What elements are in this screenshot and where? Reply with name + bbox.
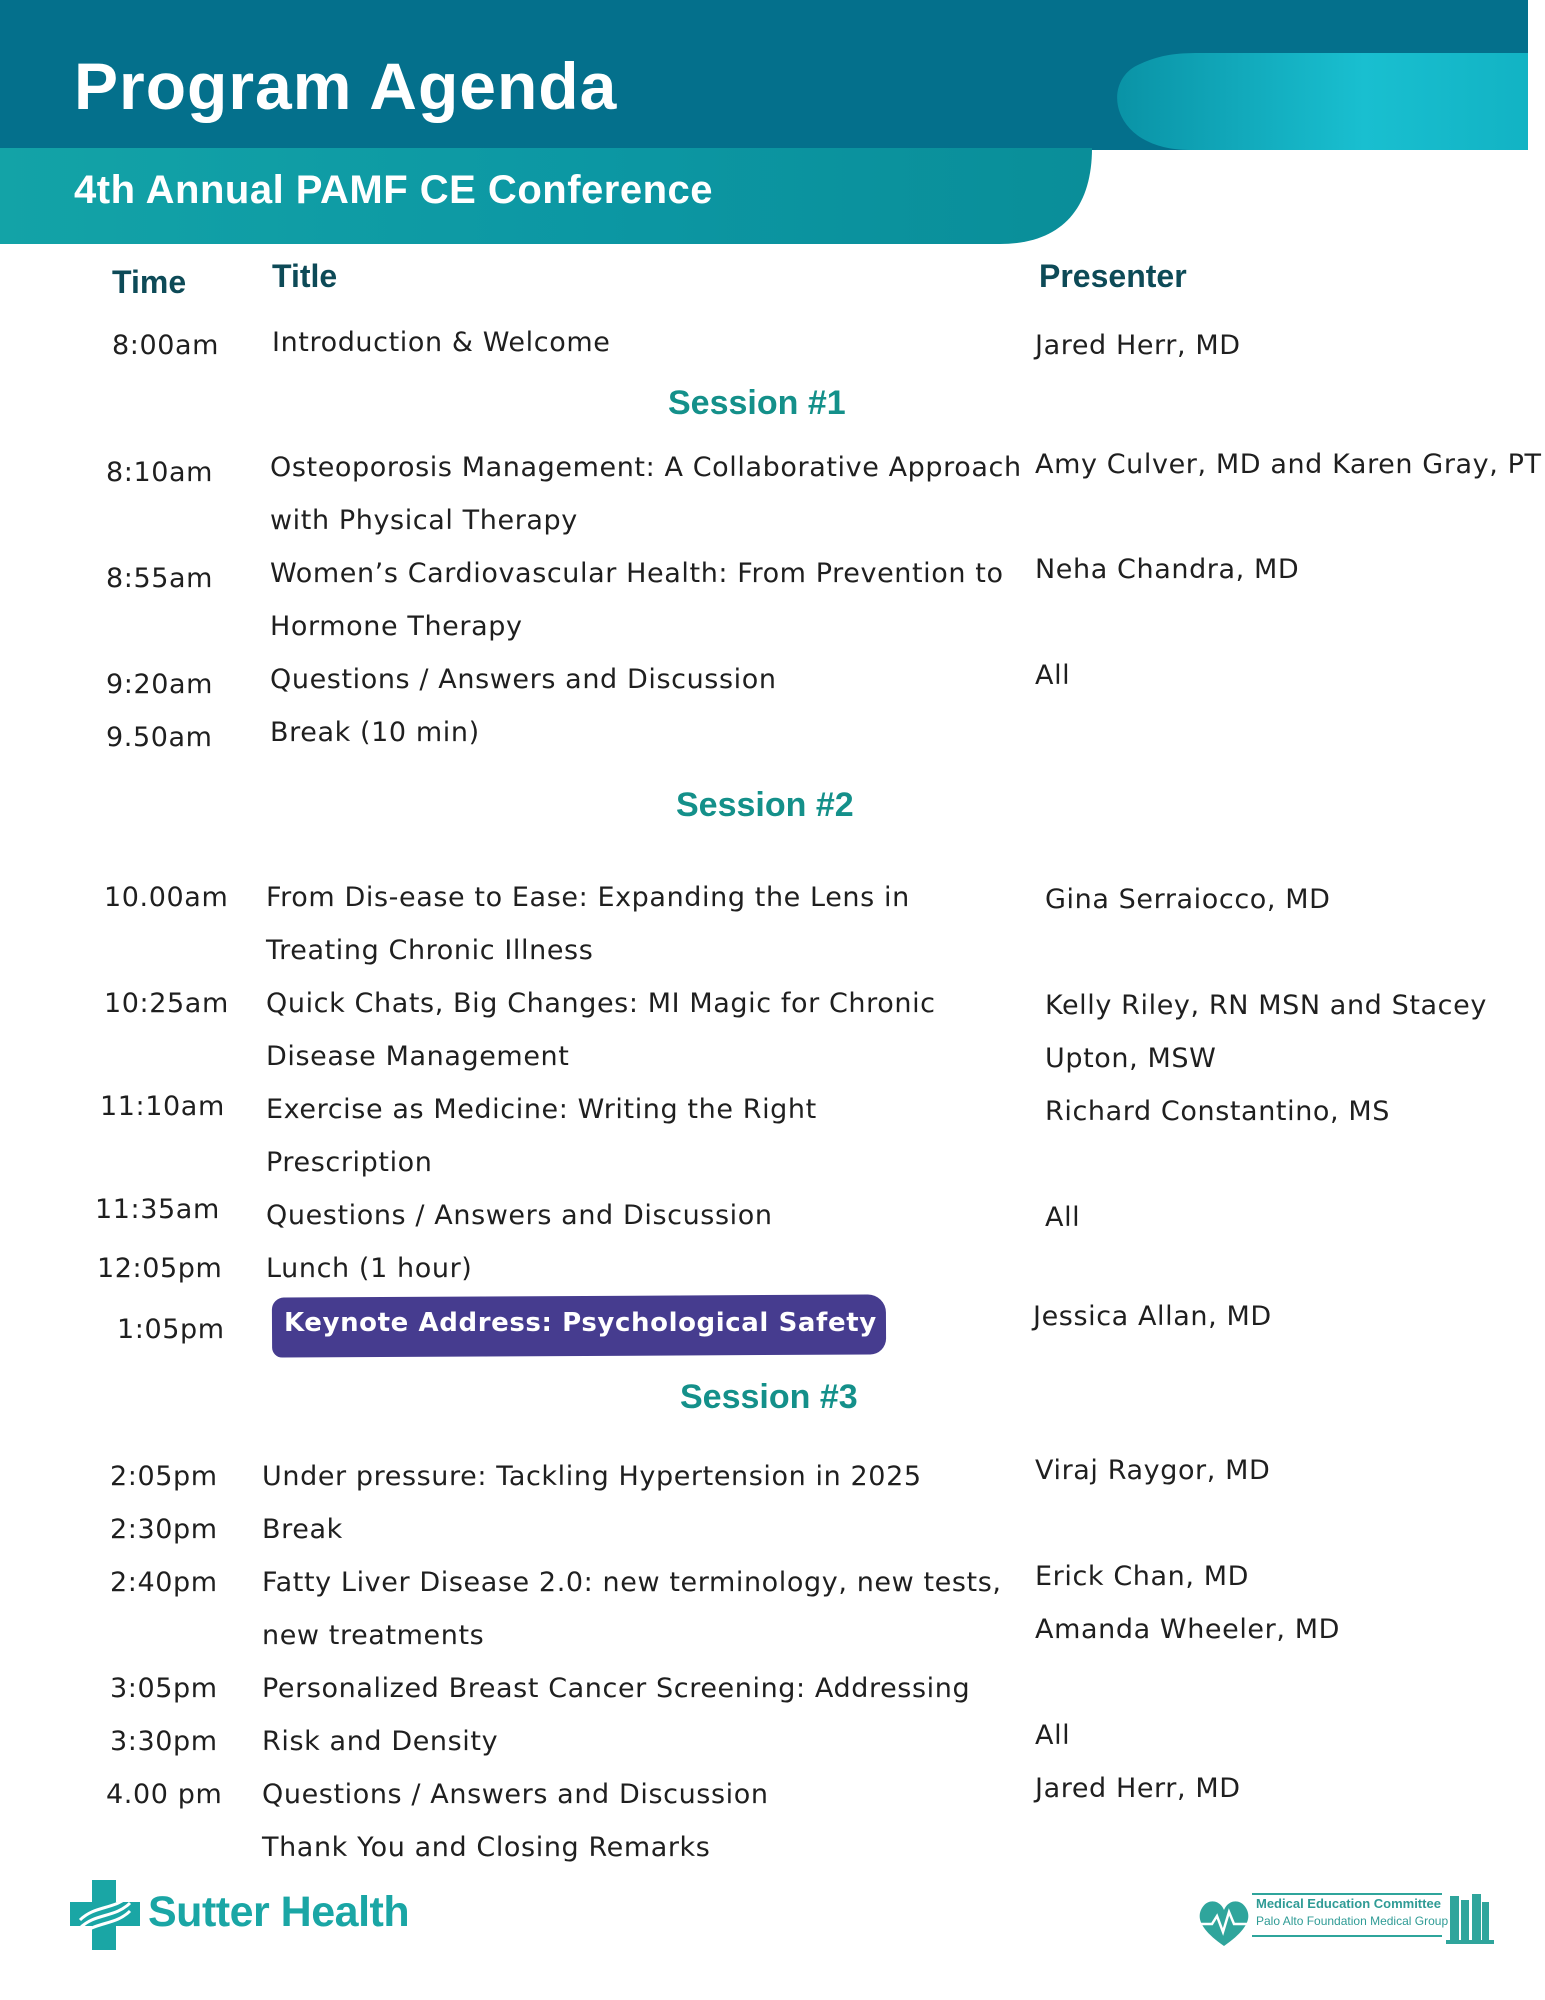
sutter-health-wordmark: Sutter Health: [148, 1888, 410, 1936]
agenda-time: 11:35am: [95, 1194, 220, 1225]
agenda-time: 10.00am: [104, 882, 229, 913]
agenda-time: 12:05pm: [97, 1253, 223, 1284]
agenda-time: 8:10am: [106, 457, 214, 488]
agenda-title: Under pressure: Tackling Hypertension in 2025: [262, 1461, 922, 1492]
agenda-title: From Dis-ease to Ease: Expanding the Lens in: [266, 882, 910, 913]
agenda-title: Personalized Breast Cancer Screening: Addressing: [262, 1673, 971, 1704]
mec-logo-subtitle: Palo Alto Foundation Medical Group: [1256, 1914, 1449, 1928]
agenda-time: 10:25am: [104, 988, 229, 1019]
agenda-time: 1:05pm: [117, 1314, 225, 1345]
agenda-title-cont: Disease Management: [266, 1041, 570, 1072]
agenda-title: Quick Chats, Big Changes: MI Magic for Chronic: [266, 988, 936, 1019]
page-subtitle: 4th Annual PAMF CE Conference: [74, 168, 713, 212]
session-heading-3: Session #3: [680, 1378, 858, 1416]
agenda-title-cont: Treating Chronic Illness: [266, 935, 594, 966]
agenda-time: 4.00 pm: [106, 1779, 223, 1810]
page-title: Program Agenda: [74, 49, 618, 123]
agenda-title: Thank You and Closing Remarks: [262, 1832, 711, 1863]
agenda-title-cont: new treatments: [262, 1620, 485, 1651]
agenda-presenter: Richard Constantino, MS: [1045, 1096, 1391, 1127]
agenda-title: Exercise as Medicine: Writing the Right: [266, 1094, 817, 1125]
agenda-presenter: Jared Herr, MD: [1035, 330, 1241, 361]
column-header-title: Title: [272, 258, 338, 294]
mec-logo-title: Medical Education Committee: [1256, 1896, 1441, 1911]
agenda-title: Lunch (1 hour): [266, 1253, 473, 1284]
agenda-time: 2:30pm: [110, 1514, 218, 1545]
agenda-time: 9.50am: [106, 722, 213, 753]
column-header-presenter: Presenter: [1039, 258, 1187, 294]
agenda-title-cont: with Physical Therapy: [270, 505, 578, 536]
sutter-cross-icon: [70, 1880, 140, 1950]
agenda-title: Break (10 min): [270, 717, 480, 748]
agenda-time: 8:00am: [112, 330, 220, 361]
agenda-title: Questions / Answers and Discussion: [266, 1200, 773, 1231]
agenda-presenter: Kelly Riley, RN MSN and Stacey: [1045, 990, 1487, 1021]
agenda-time: 2:05pm: [110, 1461, 218, 1492]
agenda-title: Introduction & Welcome: [272, 327, 611, 358]
agenda-presenter: Erick Chan, MD: [1035, 1561, 1249, 1592]
agenda-presenter: Jessica Allan, MD: [1033, 1301, 1272, 1332]
agenda-title: Questions / Answers and Discussion: [270, 664, 777, 695]
agenda-presenter: Neha Chandra, MD: [1035, 554, 1300, 585]
session-heading-1: Session #1: [668, 384, 846, 422]
agenda-presenter: All: [1035, 660, 1071, 691]
agenda-presenter: Gina Serraiocco, MD: [1045, 884, 1331, 915]
agenda-presenter: Viraj Raygor, MD: [1035, 1455, 1271, 1486]
header-banner: [0, 0, 1545, 250]
session-heading-2: Session #2: [676, 786, 854, 824]
agenda-title: Fatty Liver Disease 2.0: new terminology, new tests,: [262, 1567, 1002, 1598]
agenda-presenter: Amanda Wheeler, MD: [1035, 1614, 1340, 1645]
agenda-title: Osteoporosis Management: A Collaborative Approach: [270, 452, 1022, 483]
agenda-time: 9:20am: [106, 669, 214, 700]
agenda-title-cont: Risk and Density: [262, 1726, 499, 1757]
column-header-time: Time: [112, 264, 187, 300]
keynote-title: Keynote Address: Psychological Safety: [284, 1308, 877, 1338]
agenda-title: Break: [262, 1514, 343, 1545]
agenda-title-cont: Prescription: [266, 1147, 433, 1178]
agenda-presenter-cont: Upton, MSW: [1045, 1043, 1217, 1074]
agenda-title: Questions / Answers and Discussion: [262, 1779, 769, 1810]
agenda-presenter: All: [1035, 1720, 1071, 1751]
agenda-time: 3:05pm: [110, 1673, 218, 1704]
agenda-time: 11:10am: [100, 1091, 225, 1122]
agenda-title-cont: Hormone Therapy: [270, 611, 523, 642]
agenda-presenter: Jared Herr, MD: [1035, 1773, 1241, 1804]
agenda-title: Women’s Cardiovascular Health: From Prevention to: [270, 558, 1004, 589]
agenda-presenter: Amy Culver, MD and Karen Gray, PT: [1035, 449, 1542, 480]
agenda-time: 2:40pm: [110, 1567, 218, 1598]
agenda-time: 3:30pm: [110, 1726, 218, 1757]
agenda-presenter: All: [1045, 1202, 1081, 1233]
agenda-time: 8:55am: [106, 563, 214, 594]
